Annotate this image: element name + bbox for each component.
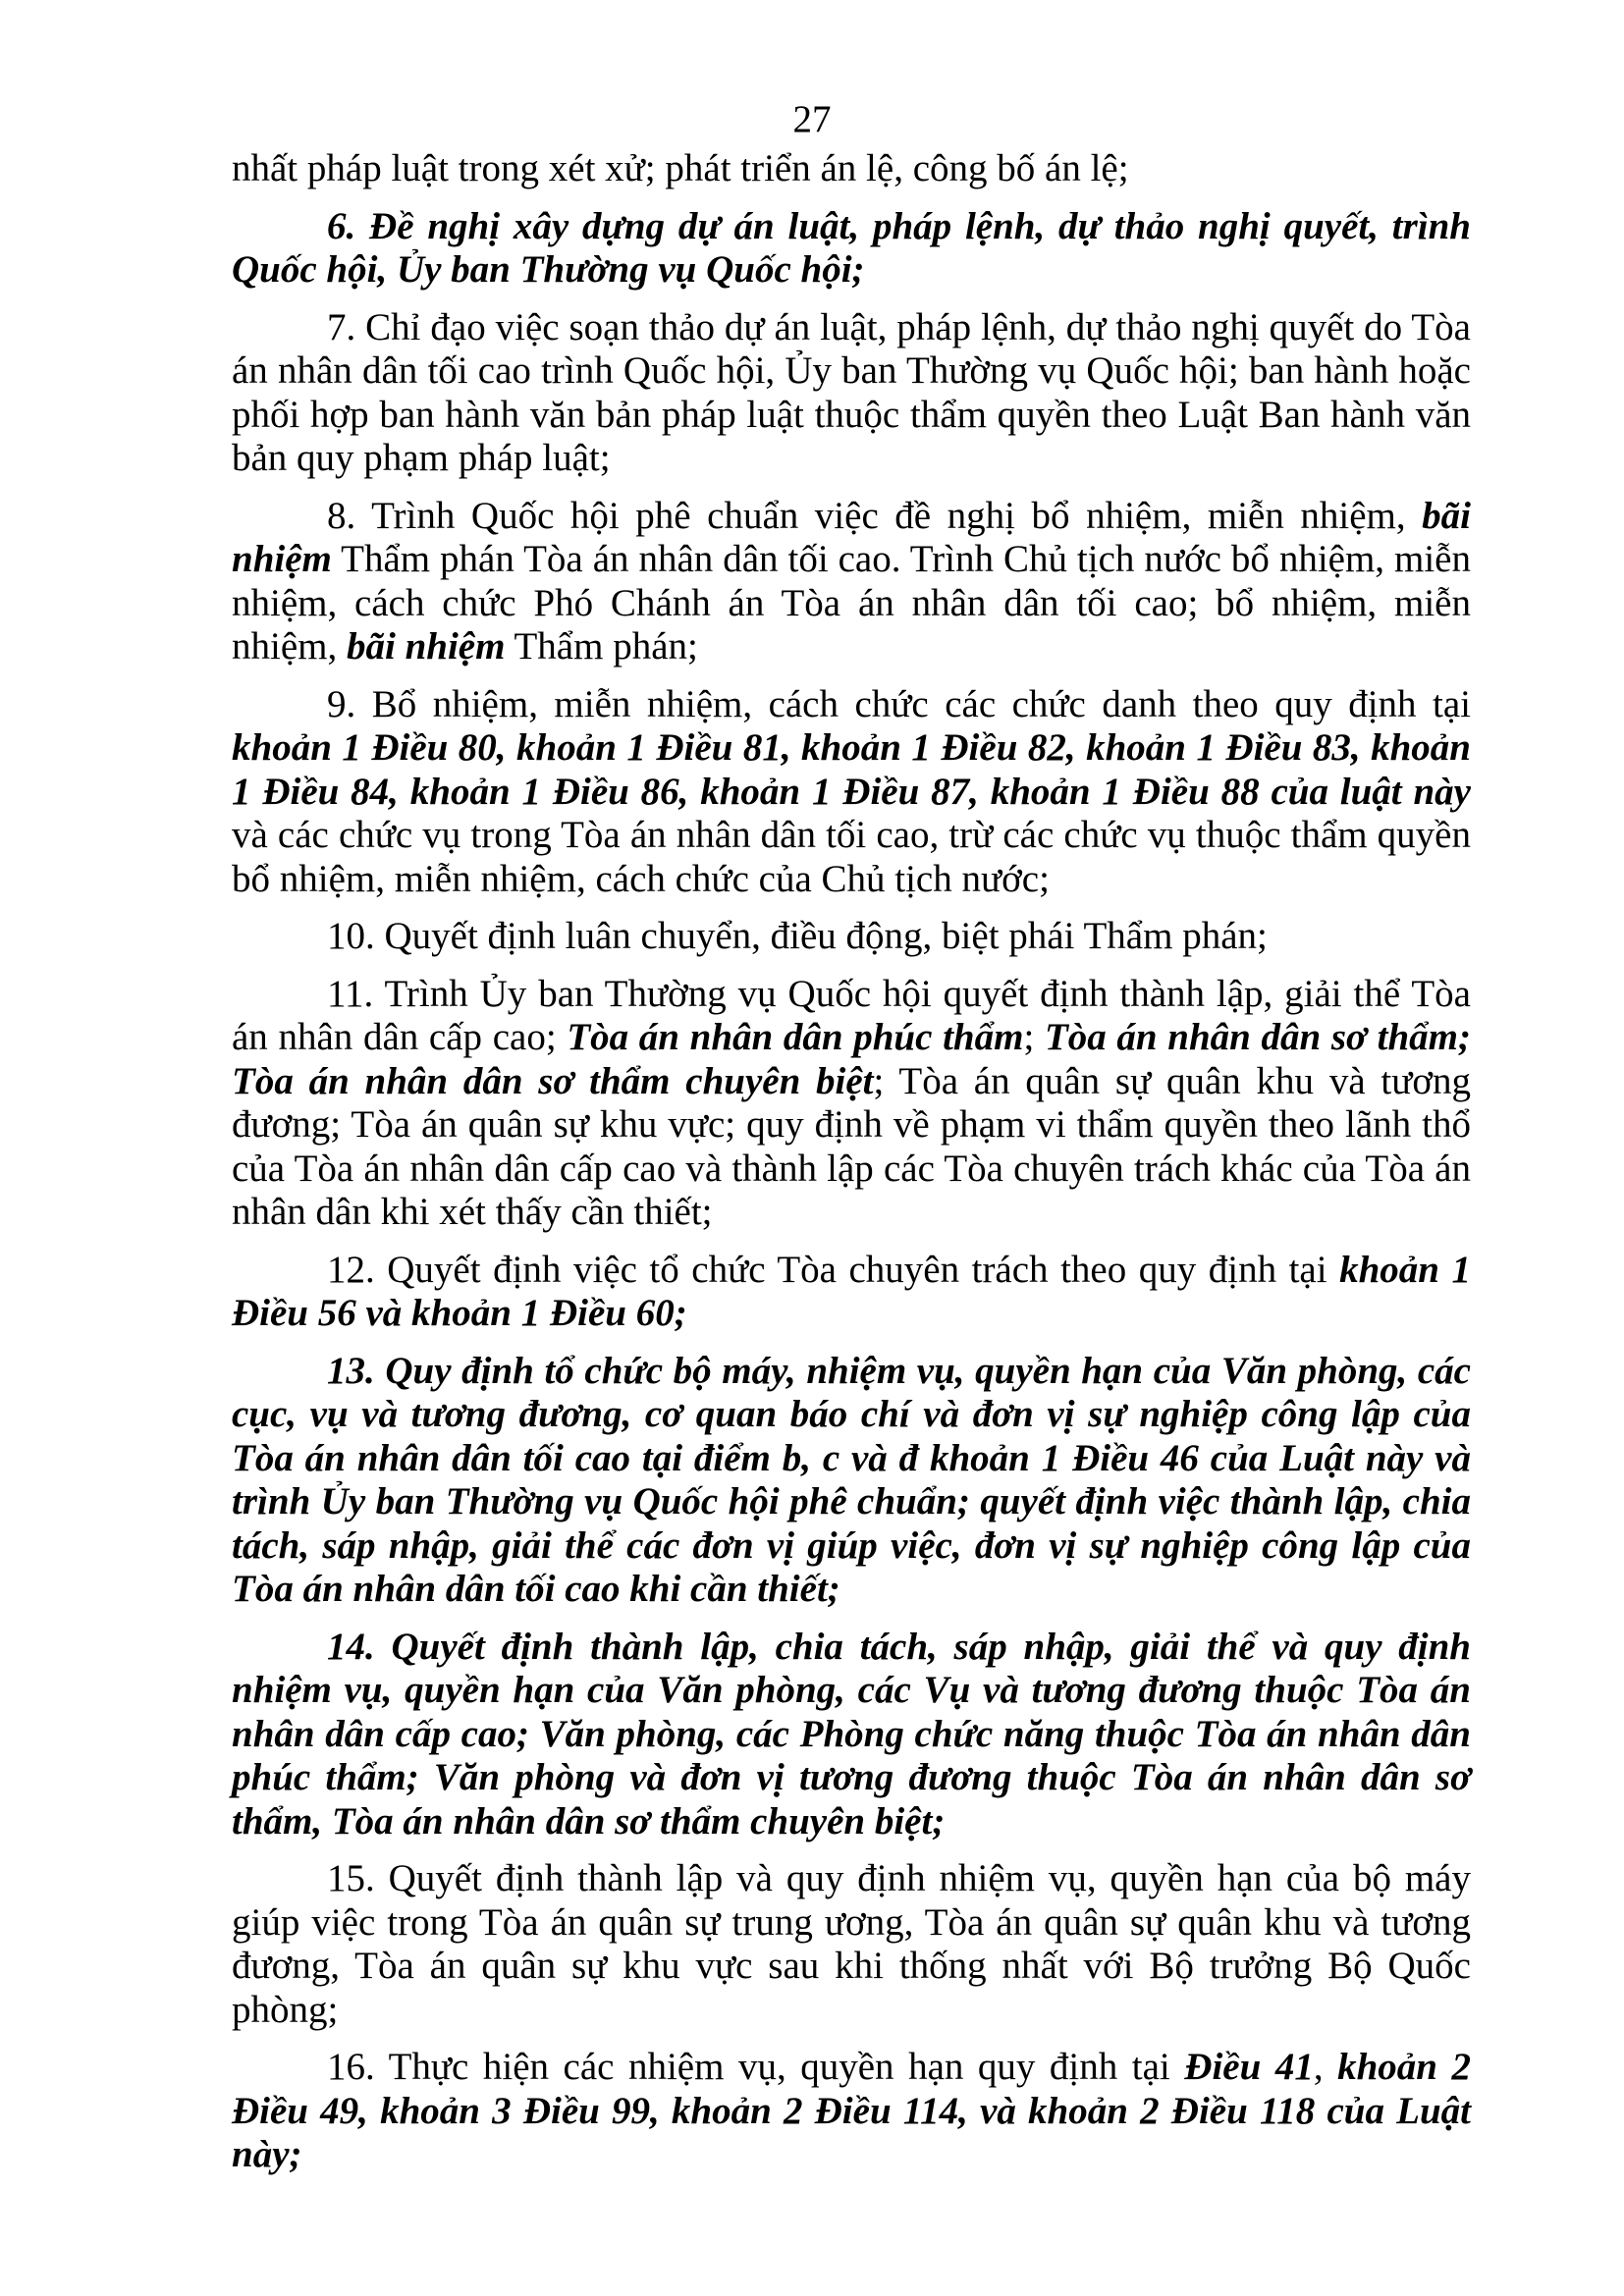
emphasized-text: 14. Quyết định thành lập, chia tách, sáp nhập, giải thể và quy định nhiệm vụ, quyền hạn của Văn phòng, các Vụ và tương đương thuộc Tòa án nhân dân cấp cao; Văn phòng, các Phòng chức năng thuộc Tòa án nhân dân phúc thẩm; Văn phòng và đơn vị tương đương thuộc Tòa án nhân dân sơ thẩm, Tòa án nhân dân sơ thẩm chuyên biệt;	[232, 1625, 1471, 1842]
text-run: 11. Trình Ủy ban Thường vụ Quốc hội quyết định thành lập, giải thể Tòa án nhân dân cấp cao;	[232, 972, 1471, 1058]
text-run: 16. Thực hiện các nhiệm vụ, quyền hạn quy định tại	[327, 2046, 1185, 2088]
text-run: 9. Bổ nhiệm, miễn nhiệm, cách chức các chức danh theo quy định tại	[327, 682, 1471, 725]
text-run: 15. Quyết định thành lập và quy định nhiệm vụ, quyền hạn của bộ máy giúp việc trong Tòa án quân sự trung ương, Tòa án quân sự quân khu và tương đương, Tòa án quân sự khu vực sau khi thống nhất với Bộ trưởng Bộ Quốc phòng;	[232, 1857, 1471, 2031]
paragraph	[232, 1249, 1471, 1336]
paragraph	[232, 2046, 1471, 2177]
emphasized-text: Tòa án nhân dân sơ thẩm; Tòa án nhân dân sơ thẩm chuyên biệt	[232, 1016, 1471, 1102]
emphasized-text: Tòa án nhân dân phúc thẩm	[567, 1016, 1024, 1058]
paragraph	[232, 1857, 1471, 2032]
text-run: ,	[1313, 2046, 1338, 2088]
text-run: 12. Quyết định việc tổ chức Tòa chuyên trách theo quy định tại	[327, 1248, 1340, 1291]
paragraph	[232, 205, 1471, 293]
page-number: 27	[792, 98, 832, 140]
paragraph	[232, 147, 1471, 191]
text-run: Thẩm phán Tòa án nhân dân tối cao. Trình Chủ tịch nước bổ nhiệm, miễn nhiệm, cách chức Phó Chánh án Tòa án nhân dân tối cao; bổ nhiệm, miễn nhiệm,	[232, 538, 1471, 667]
emphasized-text: khoản 2 Điều 49, khoản 3 Điều 99, khoản 2 Điều 114, và khoản 2 Điều 118 của Luật này;	[232, 2046, 1472, 2175]
text-run: Thẩm phán;	[505, 625, 698, 667]
emphasized-text: khoản 1 Điều 56 và khoản 1 Điều 60;	[232, 1248, 1471, 1334]
emphasized-text: khoản 1 Điều 80, khoản 1 Điều 81, khoản 1 Điều 82, khoản 1 Điều 83, khoản 1 Điều 84, khoản 1 Điều 86, khoản 1 Điều 87, khoản 1 Điều 88 của luật này	[232, 726, 1471, 813]
emphasized-text: Điều 41	[1184, 2046, 1314, 2088]
text-run: 8. Trình Quốc hội phê chuẩn việc đề nghị bổ nhiệm, miễn nhiệm,	[327, 494, 1423, 537]
emphasized-text: 6. Đề nghị xây dựng dự án luật, pháp lệnh, dự thảo nghị quyết, trình Quốc hội, Ủy ban Thường vụ Quốc hội;	[232, 204, 1471, 291]
paragraph	[232, 973, 1471, 1235]
paragraph	[232, 1626, 1471, 1844]
emphasized-text: bãi nhiệm	[346, 625, 506, 667]
paragraph	[232, 915, 1471, 959]
emphasized-text: 13. Quy định tổ chức bộ máy, nhiệm vụ, quyền hạn của Văn phòng, các cục, vụ và tương đương, cơ quan báo chí và đơn vị sự nghiệp công lập của Tòa án nhân dân tối cao tại điểm b, c và đ khoản 1 Điều 46 của Luật này và trình Ủy ban Thường vụ Quốc hội phê chuẩn; quyết định việc thành lập, chia tách, sáp nhập, giải thể các đơn vị giúp việc, đơn vị sự nghiệp công lập của Tòa án nhân dân tối cao khi cần thiết;	[232, 1349, 1471, 1610]
text-run: ;	[1023, 1016, 1045, 1058]
emphasized-text: bãi nhiệm	[232, 494, 1471, 580]
text-run: 7. Chỉ đạo việc soạn thảo dự án luật, pháp lệnh, dự thảo nghị quyết do Tòa án nhân dân tối cao trình Quốc hội, Ủy ban Thường vụ Quốc hội; ban hành hoặc phối hợp ban hành văn bản pháp luật thuộc thẩm quyền theo Luật Ban hành văn bản quy phạm pháp luật;	[232, 305, 1471, 479]
text-run: và các chức vụ trong Tòa án nhân dân tối cao, trừ các chức vụ thuộc thẩm quyền bổ nhiệm, miễn nhiệm, cách chức của Chủ tịch nước;	[232, 814, 1471, 900]
paragraph	[232, 1350, 1471, 1612]
text-run: ; Tòa án quân sự quân khu và tương đương; Tòa án quân sự khu vực; quy định về phạm vi thẩm quyền theo lãnh thổ của Tòa án nhân dân cấp cao và thành lập các Tòa chuyên trách khác của Tòa án nhân dân khi xét thấy cần thiết;	[232, 1059, 1471, 1233]
paragraph	[232, 495, 1471, 669]
text-run: 10. Quyết định luân chuyển, điều động, biệt phái Thẩm phán;	[327, 915, 1268, 957]
document-body	[232, 147, 1471, 2191]
paragraph	[232, 306, 1471, 481]
text-run: nhất pháp luật trong xét xử; phát triển án lệ, công bố án lệ;	[232, 147, 1129, 189]
paragraph	[232, 683, 1471, 902]
